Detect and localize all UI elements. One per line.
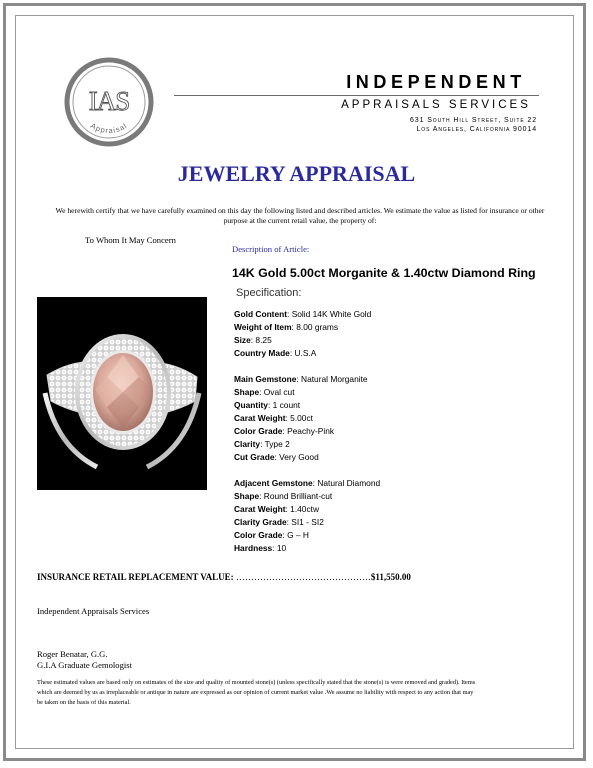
- company-signature: Independent Appraisals Services: [37, 606, 150, 616]
- spec-value: 8.25: [255, 335, 272, 345]
- spec-label: Clarity Grade: [234, 517, 287, 527]
- spec-label: Country Made: [234, 348, 290, 358]
- spec-label: Color Grade: [234, 530, 283, 540]
- spec-label: Cut Grade: [234, 452, 275, 462]
- spec-value: U.S.A: [294, 348, 317, 358]
- header-divider: [174, 95, 539, 96]
- spec-value: Very Good: [279, 452, 319, 462]
- spec-label: Color Grade: [234, 426, 283, 436]
- spec-value: Natural Diamond: [317, 478, 381, 488]
- insurance-value-amount: $11,550.00: [370, 572, 411, 582]
- spec-row: Country Made: U.S.A: [234, 348, 317, 358]
- spec-label: Weight of Item: [234, 322, 292, 332]
- spec-label: Adjacent Gemstone: [234, 478, 313, 488]
- leader-dots: ………………………………………: [235, 572, 371, 582]
- spec-row: Weight of Item: 8.00 grams: [234, 322, 339, 332]
- gemologist: [37, 649, 132, 671]
- spec-label: Size: [234, 335, 251, 345]
- company-subtitle: APPRAISALS SERVICES: [341, 99, 531, 111]
- spec-value: Oval cut: [263, 387, 295, 397]
- spec-value: G – H: [287, 530, 309, 540]
- company-name: INDEPENDENT: [346, 72, 526, 92]
- address-line-1: 631 South Hill Street, Suite 22: [410, 117, 537, 124]
- spec-label: Quantity: [234, 400, 268, 410]
- spec-value: Peachy-Pink: [287, 426, 335, 436]
- spec-row: Hardness: 10: [234, 543, 287, 553]
- spec-label: Shape: [234, 387, 260, 397]
- document-title: JEWELRY APPRAISAL: [177, 161, 416, 186]
- spec-group-metal: [234, 308, 380, 360]
- spec-value: Round Brilliant-cut: [263, 491, 333, 501]
- spec-value: SI1 - SI2: [291, 517, 324, 527]
- spec-row: Carat Weight: 1.40ctw: [234, 504, 320, 514]
- spec-spacer: [234, 360, 380, 373]
- spec-group-adjacent-gemstone: [234, 477, 380, 555]
- spec-value: 1.40ctw: [290, 504, 320, 514]
- insurance-value: [37, 572, 411, 582]
- spec-group-main-gemstone: [234, 373, 380, 464]
- specifications: [234, 308, 380, 555]
- spec-row: Shape: Round Brilliant-cut: [234, 491, 333, 501]
- logo-letters: IAS: [88, 86, 130, 116]
- spec-spacer: [234, 464, 380, 477]
- spec-row: Color Grade: Peachy-Pink: [234, 426, 335, 436]
- insurance-value-label: INSURANCE RETAIL REPLACEMENT VALUE:: [37, 572, 234, 582]
- spec-label: Main Gemstone: [234, 374, 297, 384]
- recipient: To Whom It May Concern: [85, 235, 176, 245]
- ias-logo: [64, 57, 154, 147]
- spec-value: Solid 14K White Gold: [291, 309, 372, 319]
- spec-label: Carat Weight: [234, 504, 286, 514]
- spec-value: 5.00ct: [290, 413, 313, 423]
- spec-row: Gold Content: Solid 14K White Gold: [234, 309, 372, 319]
- spec-value: 10: [276, 543, 287, 553]
- spec-label: Clarity: [234, 439, 261, 449]
- spec-row: Shape: Oval cut: [234, 387, 295, 397]
- signer-name: Roger Benatar, G.G.: [37, 649, 108, 659]
- spec-row: Size: 8.25: [234, 335, 272, 345]
- ring-photo: [37, 297, 207, 490]
- spec-label: Shape: [234, 491, 260, 501]
- spec-row: Clarity: Type 2: [234, 439, 290, 449]
- spec-label: Hardness: [234, 543, 273, 553]
- address-line-2: Los Angeles, California 90014: [416, 126, 537, 133]
- spec-row: Adjacent Gemstone: Natural Diamond: [234, 478, 381, 488]
- spec-value: 1 count: [272, 400, 301, 410]
- spec-row: Clarity Grade: SI1 - SI2: [234, 517, 324, 527]
- item-title: 14K Gold 5.00ct Morganite & 1.40ctw Diamond Ring: [232, 266, 536, 280]
- spec-value: Type 2: [264, 439, 290, 449]
- spec-label: Carat Weight: [234, 413, 286, 423]
- spec-value: 8.00 grams: [296, 322, 339, 332]
- spec-row: Cut Grade: Very Good: [234, 452, 319, 462]
- disclaimer: These estimated values are based only on estimates of the size and quality of mounted stone(s) (unless specifically stated that the stone(s) is were removed and graded). Items which are deemed by us as irreplaceable or antique in nature are expressed as our opinion of current market value .We assume no liability with respect to any action that may be taken on the basis of this material.: [37, 679, 476, 706]
- specification-label: Specification:: [236, 287, 302, 299]
- description-label: Description of Article:: [232, 244, 310, 254]
- spec-row: Color Grade: G – H: [234, 530, 309, 540]
- signer-title: G.I.A Graduate Gemologist: [37, 660, 132, 670]
- certification-statement: We herewith certify that we have carefully examined on this day the following listed and described articles. We estimate the value as listed for insurance or other purpose at the current retail value, the property of:: [55, 206, 545, 225]
- spec-row: Carat Weight: 5.00ct: [234, 413, 313, 423]
- spec-row: Quantity: 1 count: [234, 400, 301, 410]
- logo-ring-text: Appraisal: [89, 121, 130, 136]
- spec-value: Natural Morganite: [301, 374, 368, 384]
- spec-label: Gold Content: [234, 309, 288, 319]
- spec-row: Main Gemstone: Natural Morganite: [234, 374, 368, 384]
